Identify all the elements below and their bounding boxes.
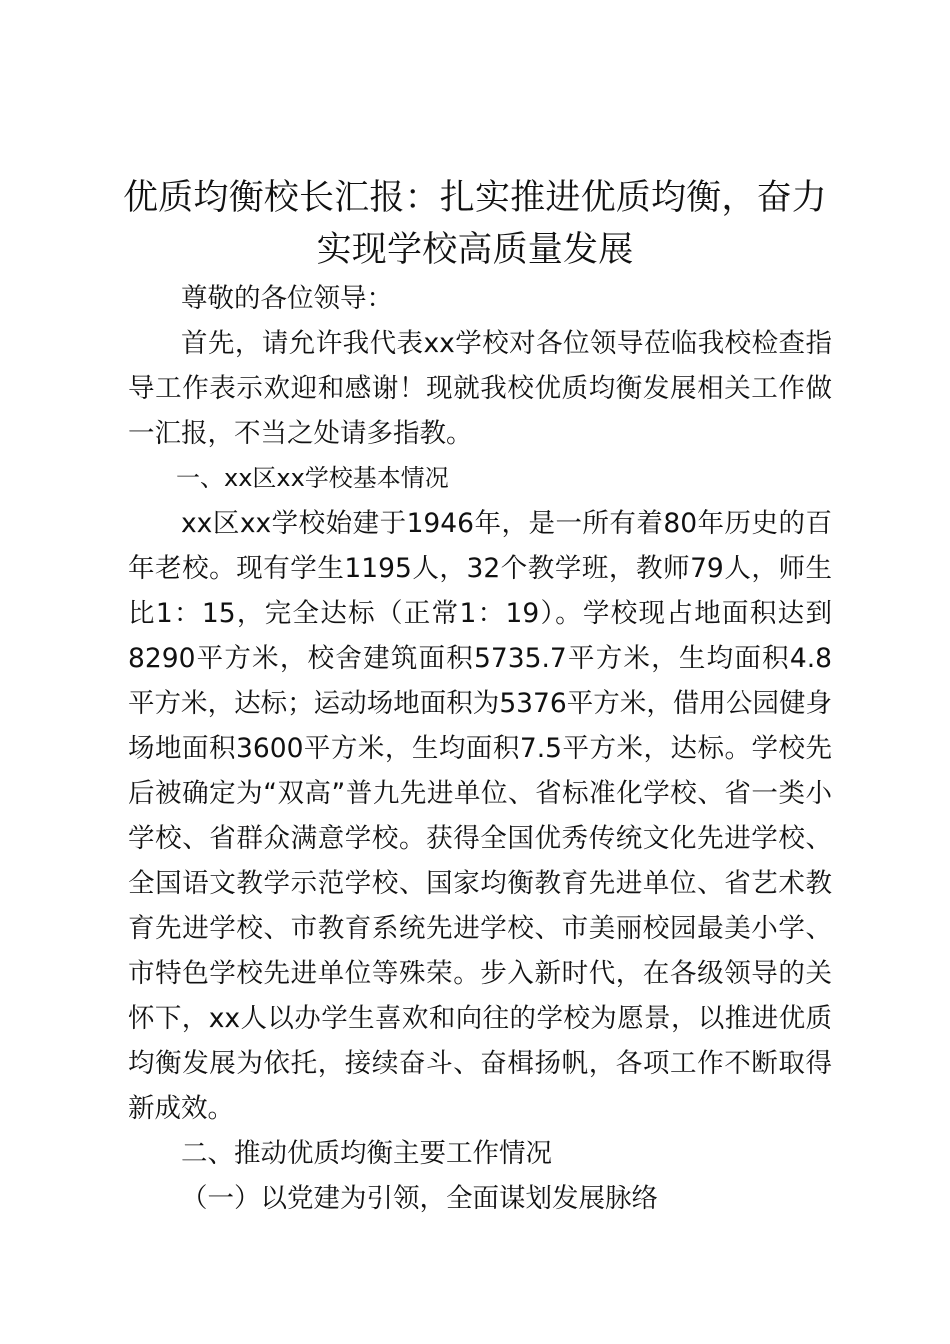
document-title: 优质均衡校长汇报：扎实推进优质均衡，奋力实现学校高质量发展 (122, 178, 827, 270)
section-heading-1: 一、xx区xx学校基本情况 (176, 464, 449, 492)
document-body (128, 276, 832, 1221)
greeting: 尊敬的各位领导： (181, 283, 393, 314)
paragraph-intro: 首先，请允许我代表xx学校对各位领导莅临我校检查指导工作表示欢迎和感谢！现就我校优质均衡发展相关工作做一汇报，不当之处请多指教。 (128, 328, 832, 449)
subsection-heading-1: （一）以党建为引领，全面谋划发展脉络 (181, 1183, 658, 1214)
paragraph-basic-info: xx区xx学校始建于1946年，是一所有着80年历史的百年老校。现有学生1195人，32个教学班，教师79人，师生比1：15，完全达标（正常1：19）。学校现占地面积达到8290平方米，校舍建筑面积5735.7平方米，生均面积4.8平方米，达标；运动场地面积为5376平方米，借用公园健身场地面积3600平方米，生均面积7.5平方米，达标。学校先后被确定为“双高”普九先进单位、省标准化学校、省一类小学校、省群众满意学校。获得全国优秀传统文化先进学校、全国语文教学示范学校、国家均衡教育先进单位、省艺术教育先进学校、市教育系统先进学校、市美丽校园最美小学、市特色学校先进单位等殊荣。步入新时代，在各级领导的关怀下，xx人以办学生喜欢和向往的学校为愿景，以推进优质均衡发展为依托，接续奋斗、奋楫扬帆，各项工作不断取得新成效。 (128, 508, 832, 1124)
section-heading-2: 二、推动优质均衡主要工作情况 (181, 1138, 552, 1169)
